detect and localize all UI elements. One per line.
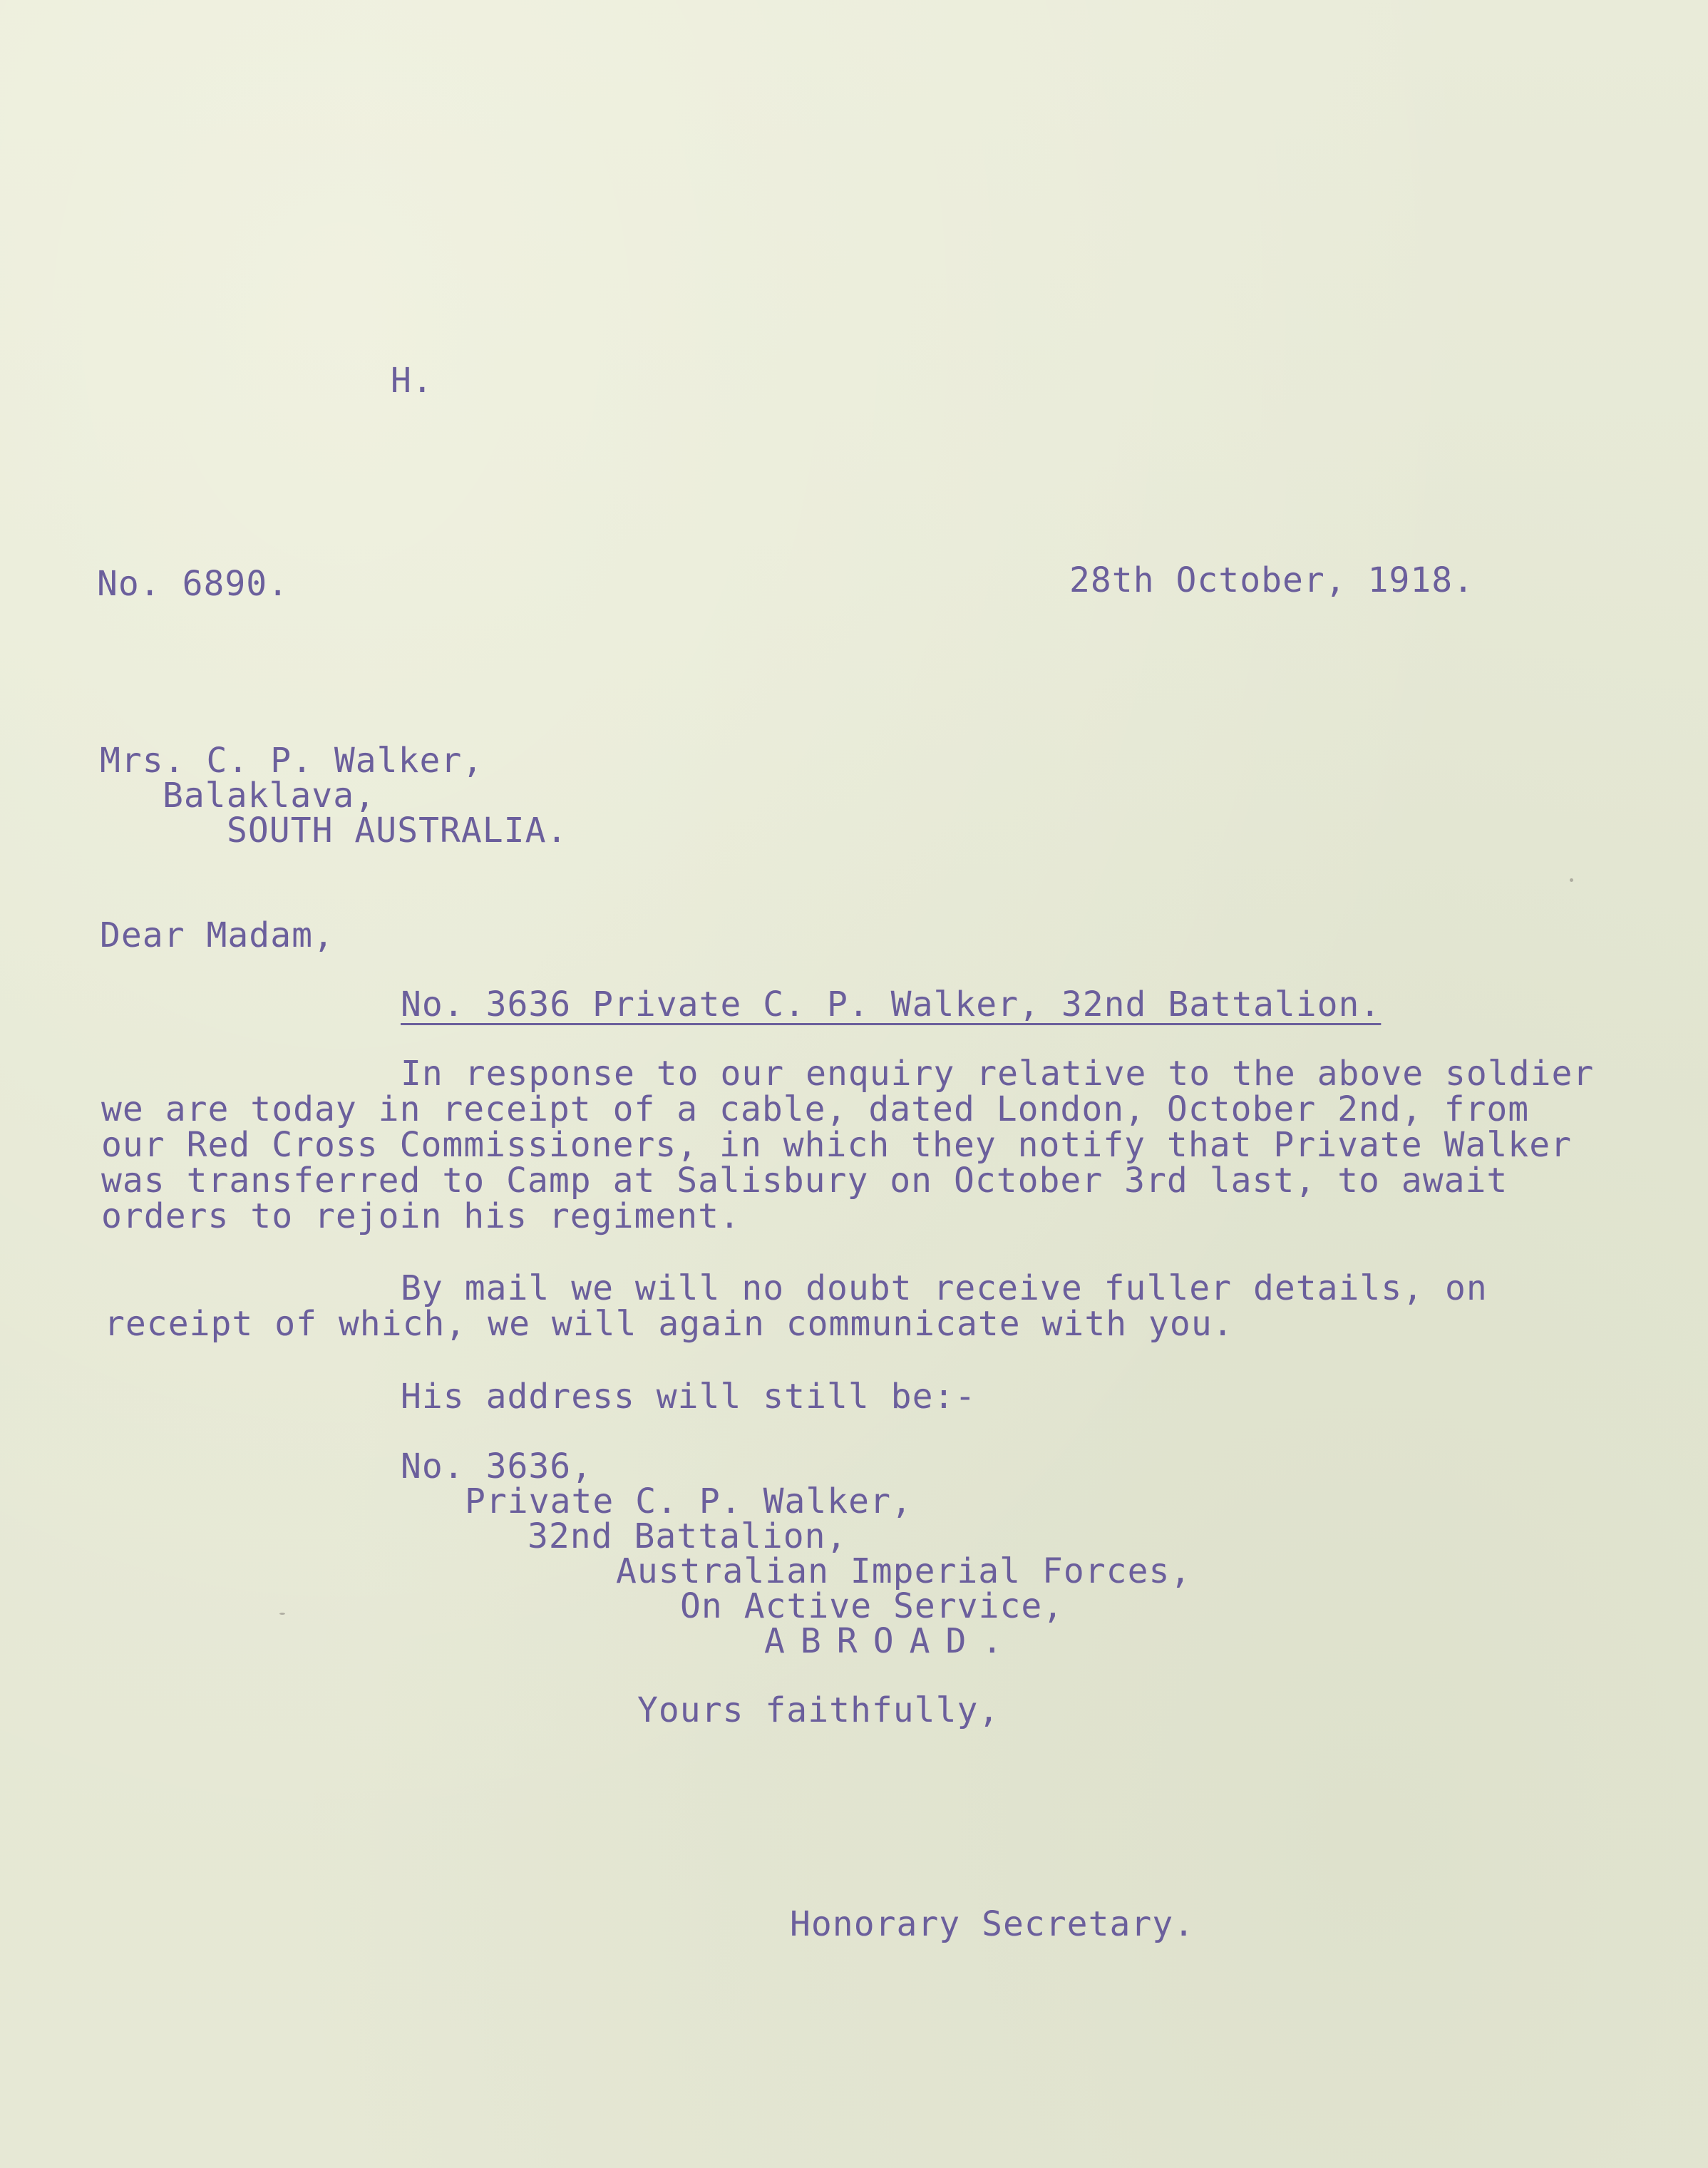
body-line: was transferred to Camp at Salisbury on October 3rd last, to await xyxy=(101,1161,1508,1201)
closing: Yours faithfully, xyxy=(637,1690,1000,1730)
body-line: receipt of which, we will again communicate with you. xyxy=(104,1304,1234,1344)
mailing-address-line: On Active Service, xyxy=(680,1586,1064,1626)
mailing-address-line: Australian Imperial Forces, xyxy=(616,1551,1192,1591)
header-mark: H. xyxy=(391,361,433,401)
body-paragraph-3: His address will still be:- xyxy=(401,1377,977,1417)
mailing-address-line: ABROAD. xyxy=(764,1621,1019,1661)
body-line: By mail we will no doubt receive fuller details, on xyxy=(401,1268,1488,1308)
salutation: Dear Madam, xyxy=(100,915,334,955)
reference-number: No. 6890. xyxy=(97,564,289,604)
paper-speck xyxy=(279,1613,285,1615)
mailing-address-line: 32nd Battalion, xyxy=(528,1516,848,1556)
recipient-town: Balaklava, xyxy=(163,776,376,816)
recipient-state: SOUTH AUSTRALIA. xyxy=(227,811,568,851)
letter-date: 28th October, 1918. xyxy=(1069,560,1475,600)
body-line: In response to our enquiry relative to the above soldier xyxy=(401,1054,1595,1094)
recipient-name: Mrs. C. P. Walker, xyxy=(100,741,484,781)
body-line: we are today in receipt of a cable, dated London, October 2nd, from xyxy=(101,1089,1530,1129)
body-line: orders to rejoin his regiment. xyxy=(101,1196,741,1236)
paper-speck xyxy=(1570,878,1573,882)
mailing-address-line: No. 3636, xyxy=(401,1447,593,1486)
mailing-address-line: Private C. P. Walker, xyxy=(465,1481,912,1521)
body-line: our Red Cross Commissioners, in which they notify that Private Walker xyxy=(101,1125,1572,1165)
subject-line: No. 3636 Private C. P. Walker, 32nd Battalion. xyxy=(401,985,1382,1024)
signature-title: Honorary Secretary. xyxy=(790,1904,1195,1944)
